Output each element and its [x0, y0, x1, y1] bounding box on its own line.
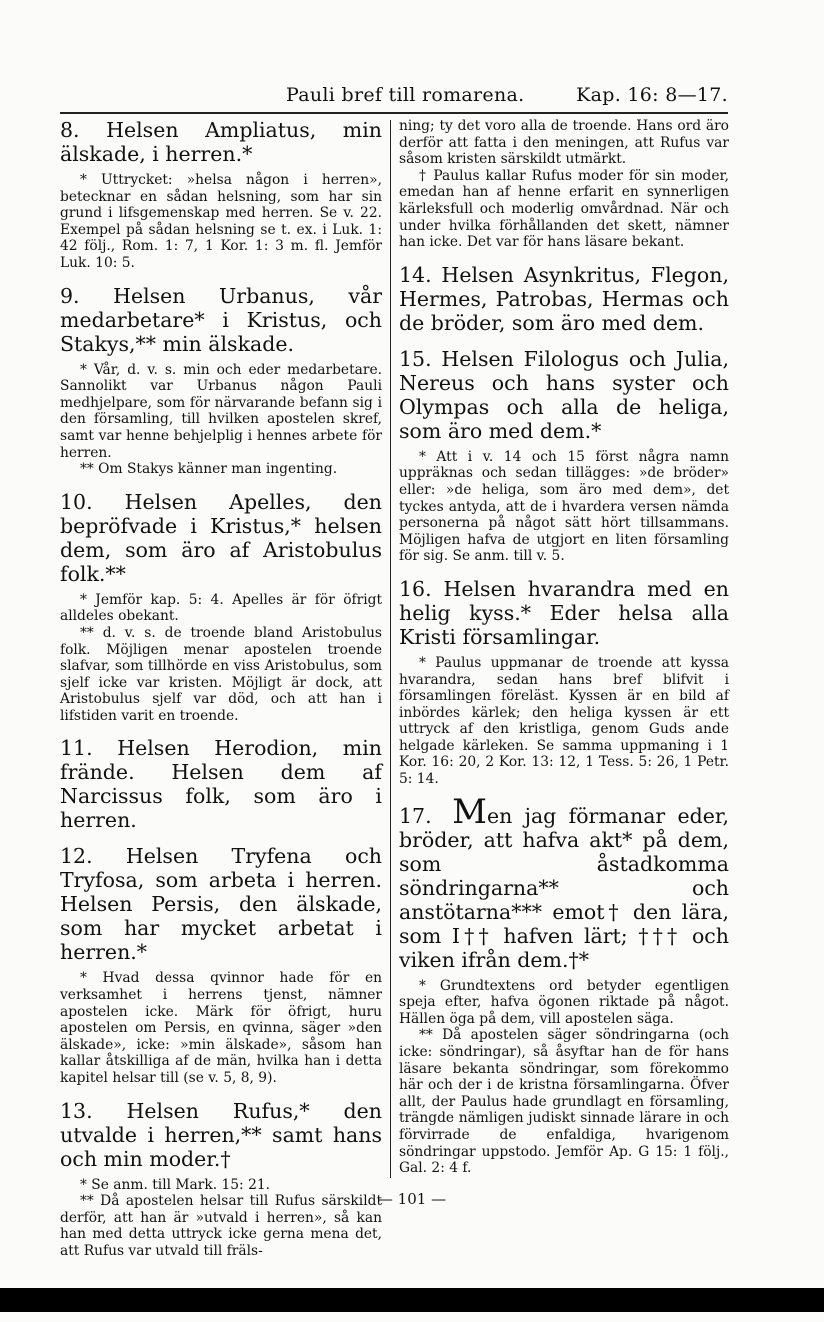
verse-12: 12. Helsen Tryfena och Tryfosa, som arbeta i herren. Helsen Persis, den älskade, som har mycket arbetat i herren.* [60, 844, 382, 965]
verse-17-text: en jag förmanar eder, bröder, att hafva akt* på dem, som åstadkomma söndringarna** och anstötarna*** emot† den lära, som I†† hafven lärt; ††† och viken ifrån dem.†* [399, 803, 729, 972]
note-17-1: * Grundtextens ord betyder egentligen speja efter, hafva ögonen riktade på något. Hällen öga på dem, vill apostelen säga. [399, 977, 729, 1027]
verse-8: 8. Helsen Ampliatus, min älskade, i herren.* [60, 118, 382, 166]
note-17-2: ** Då apostelen säger söndringarna (och icke: söndringar), så åsyftar han de för hans läsare bekanta söndringar, som förekommo här och der i de kristna församlingarna. Öfver allt, der Paulus hade grundlagt en församling, trängde nämligen judiskt sinnade lärare in och förvirrade de enfaldiga, hvarigenom söndringar uppstodo. Jemför Ap. G 15: 1 följ., Gal. 2: 4 f. [399, 1027, 729, 1177]
note-10-2: ** d. v. s. de troende bland Aristobulus folk. Möjligen menar apostelen troende slafvar, som tillhörde en viss Aristobulus, som sjelf icke var kristen. Möjligt är dock, att Aristobulus sjelf var död, och att han i lifstiden varit en troende. [60, 624, 382, 724]
note-13-1: * Se anm. till Mark. 15: 21. [80, 1176, 271, 1193]
verse-11: 11. Helsen Herodion, min frände. Helsen dem af Narcissus folk, som äro i herren. [60, 736, 382, 833]
note-8-1: * Uttrycket: »helsa någon i herren», betecknar en sådan helsning, som har sin grund i lifsgemenskap med herren. Se v. 22. Exempel på sådan helsning se t. ex. i Luk. 1: 42 följ., Rom. 1: 7, 1 Kor. 1: 3 m. fl. Jemför Luk. 10: 5. [60, 172, 382, 271]
note-12-1: * Hvad dessa qvinnor hade för en verksamhet i herrens tjenst, nämner apostelen icke. Märk för öfrigt, huru apostelen om Persis, en qvinna, säger »den älskade», icke: »min älskade», såsom han kallar åtskilliga af de män, hvilka han i detta kapitel helsar till (se v. 5, 8, 9). [60, 970, 382, 1087]
header-rule [60, 112, 728, 114]
verse-14: 14. Helsen Asynkritus, Flegon, Hermes, Patrobas, Hermas och de bröder, som äro med dem. [399, 262, 729, 335]
note-13-2: ** Då apostelen helsar till Rufus särskildt derför, att han är »utvald i herren», så kan han med detta uttryck icke gerna mena det, att Rufus var utvald till fräls- [60, 1193, 382, 1259]
verse-17-number: 17. [399, 803, 432, 828]
verse-13: 13. Helsen Rufus,* den utvalde i herren,** samt hans och min moder.† [60, 1098, 382, 1171]
note-9-2: ** Om Stakys känner man ingenting. [80, 461, 338, 478]
note-9-1: * Vår, d. v. s. min och eder medarbetare. Sannolikt var Urbanus någon Pauli medhjelpare, som för närvarande befann sig i den församling, till hvilken apostelen skref, samt var henne behjelplig i hennes arbete för herren. [60, 361, 382, 461]
note-15-1: * Att i v. 14 och 15 först några namn uppräknas och sedan tillägges: »de bröder» eller: »de heliga, som äro med dem», det tyckes antyda, att de i hvardera versen nämda personerna på något sätt hört tillsammans. Möjligen hafva de utgjort en liten församling för sig. Se anm. till v. 5. [399, 448, 729, 565]
chapter-reference: Kap. 16: 8—17. [576, 84, 728, 106]
note-16-1: * Paulus uppmanar de troende att kyssa hvarandra, sedan hans bref blifvit i församlingen föreläst. Kyssen är en bild af inbördes kärlek; den heliga kyssen är ett uttryck af den kristliga, genom Guds ande helgade kärleken. Se samma uppmaning i 1 Kor. 16: 20, 2 Kor. 13: 12, 1 Tess. 5: 26, 1 Petr. 5: 14. [399, 654, 729, 788]
running-title: Pauli bref till romarena. [286, 84, 525, 106]
verse-17 [399, 791, 729, 972]
verse-16: 16. Helsen hvarandra med en helig kyss.* Eder helsa alla Kristi församlingar. [399, 576, 729, 649]
verse-17-initial: M [452, 791, 487, 832]
verse-9: 9. Helsen Urbanus, vår medarbetare* i Kristus, och Stakys,** min älskade. [60, 283, 382, 356]
page-number: — 101 — [377, 1190, 447, 1208]
right-column [399, 118, 729, 1177]
left-column [60, 118, 382, 1260]
verse-10: 10. Helsen Apelles, den bepröfvade i Kristus,* helsen dem, som äro af Aristobulus folk.** [60, 489, 382, 586]
verse-15: 15. Helsen Filologus och Julia, Nereus och hans syster och Olympas och alla de heliga, som äro med dem.* [399, 346, 729, 443]
running-header [60, 84, 728, 110]
note-13-2-continued: ning; ty det voro alla de troende. Hans ord äro derför att fatta i den meningen, att Rufus var såsom kristen särskildt utmärkt. [399, 118, 729, 168]
column-divider [390, 120, 391, 1178]
note-10-1: * Jemför kap. 5: 4. Apelles är för öfrigt alldeles obekant. [60, 591, 382, 625]
scan-edge [0, 1288, 824, 1312]
note-13-3: † Paulus kallar Rufus moder för sin moder, emedan han af henne erfarit en synnerligen kärleksfull och moderlig omvårdnad. När och under hvilka förhållanden det skett, nämner han icke. Det var för hans läsare bekant. [399, 167, 729, 251]
